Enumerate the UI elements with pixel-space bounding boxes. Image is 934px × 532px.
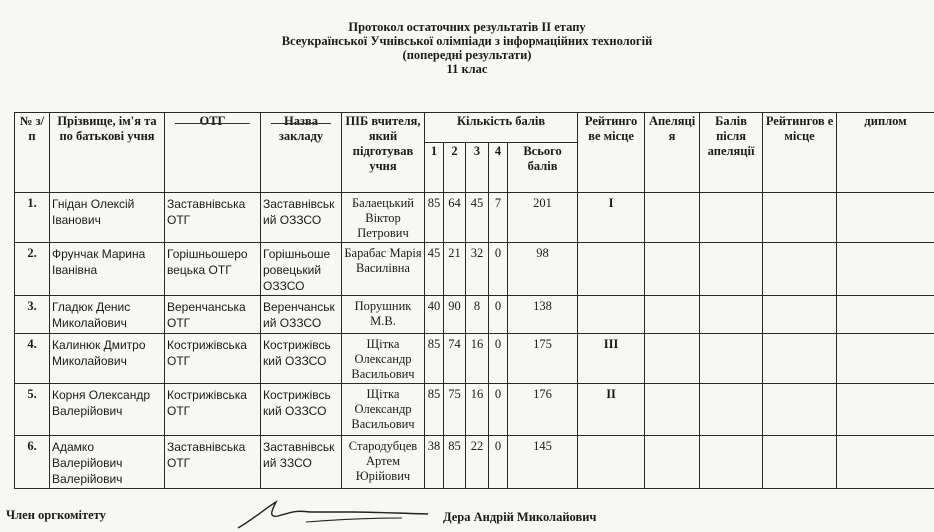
teacher-name: Балаецький Віктор Петрович — [342, 193, 425, 243]
document-title — [0, 20, 934, 76]
col-task-4-header: 4 — [489, 143, 508, 193]
title-line-3: (попередні результати) — [402, 48, 532, 62]
rank-after-appeal-cell — [763, 436, 837, 489]
teacher-name: Щітка Олександр Васильович — [342, 334, 425, 384]
total-score: 98 — [508, 243, 578, 296]
teacher-name: Стародубцев Артем Юрійович — [342, 436, 425, 489]
table-row — [15, 193, 934, 243]
task-1-score: 85 — [425, 334, 444, 384]
title-line-1: Протокол остаточних результатів ІІ етапу — [348, 20, 586, 34]
col-rank-header: Рейтинго ве місце — [578, 113, 645, 193]
student-name: Калинюк Дмитро Миколайович — [50, 334, 165, 384]
row-number: 4. — [15, 334, 50, 384]
table-row — [15, 334, 934, 384]
title-line-2: Всеукраїнської Учнівської олімпіади з інформаційних технологій — [281, 34, 653, 48]
diploma-cell — [837, 243, 934, 296]
rank-place — [578, 296, 645, 334]
task-4-score: 0 — [489, 334, 508, 384]
total-score: 175 — [508, 334, 578, 384]
col-name-header: Прізвище, ім'я та по батькові учня — [50, 113, 165, 193]
rank-after-appeal-cell — [763, 296, 837, 334]
appeal-cell — [645, 436, 700, 489]
rank-place: III — [578, 334, 645, 384]
appeal-cell — [645, 384, 700, 436]
task-3-score: 32 — [466, 243, 489, 296]
task-2-score: 21 — [444, 243, 466, 296]
community-name: Кострижівська ОТГ — [165, 384, 261, 436]
row-number: 5. — [15, 384, 50, 436]
table-row — [15, 436, 934, 489]
teacher-name: Барабас Марія Василівна — [342, 243, 425, 296]
task-4-score: 7 — [489, 193, 508, 243]
col-school-label: Назва закладу — [278, 114, 324, 143]
task-3-score: 45 — [466, 193, 489, 243]
results-table — [14, 112, 934, 489]
col-appeal-header: Апеляці я — [645, 113, 700, 193]
appeal-cell — [645, 243, 700, 296]
col-num-header: № з/п — [15, 113, 50, 193]
total-score: 145 — [508, 436, 578, 489]
community-name: Заставнівська ОТГ — [165, 436, 261, 489]
col-task-2-header: 2 — [444, 143, 466, 193]
task-4-score: 0 — [489, 243, 508, 296]
community-name: Кострижівська ОТГ — [165, 334, 261, 384]
row-number: 6. — [15, 436, 50, 489]
results-body — [15, 193, 934, 489]
diploma-cell — [837, 193, 934, 243]
col-otg-header — [165, 113, 261, 193]
rank-after-appeal-cell — [763, 193, 837, 243]
col-task-3-header: 3 — [466, 143, 489, 193]
student-name: Адамко Валерійович Валерійович — [50, 436, 165, 489]
score-after-appeal-cell — [700, 436, 763, 489]
community-name: Веренчанська ОТГ — [165, 296, 261, 334]
rank-place — [578, 436, 645, 489]
col-teacher-header: ПІБ вчителя, який підготував учня — [342, 113, 425, 193]
diploma-cell — [837, 296, 934, 334]
school-name: Кострижівсь кий ОЗЗСО — [261, 384, 342, 436]
row-number: 2. — [15, 243, 50, 296]
rank-after-appeal-cell — [763, 384, 837, 436]
task-2-score: 85 — [444, 436, 466, 489]
school-name: Заставнівськ ий ОЗЗСО — [261, 193, 342, 243]
table-row — [15, 243, 934, 296]
total-score: 176 — [508, 384, 578, 436]
col-total-header: Всього балів — [508, 143, 578, 193]
total-score: 201 — [508, 193, 578, 243]
row-number: 1. — [15, 193, 50, 243]
student-name: Гладюк Денис Миколайович — [50, 296, 165, 334]
task-1-score: 85 — [425, 193, 444, 243]
committee-member-label: Член оргкомітету — [6, 508, 106, 522]
col-school-header — [261, 113, 342, 193]
task-1-score: 38 — [425, 436, 444, 489]
col-otg-label: ОТГ — [199, 114, 226, 128]
task-2-score: 74 — [444, 334, 466, 384]
task-4-score: 0 — [489, 384, 508, 436]
col-task-1-header: 1 — [425, 143, 444, 193]
task-2-score: 75 — [444, 384, 466, 436]
table-row — [15, 384, 934, 436]
task-1-score: 85 — [425, 384, 444, 436]
score-after-appeal-cell — [700, 193, 763, 243]
score-after-appeal-cell — [700, 334, 763, 384]
task-3-score: 8 — [466, 296, 489, 334]
rank-place: II — [578, 384, 645, 436]
row-number: 3. — [15, 296, 50, 334]
task-3-score: 22 — [466, 436, 489, 489]
rank-after-appeal-cell — [763, 243, 837, 296]
signature — [232, 496, 442, 532]
strike-line — [271, 123, 331, 124]
task-2-score: 64 — [444, 193, 466, 243]
committee-member-name: Дера Андрій Миколайович — [443, 510, 597, 524]
score-after-appeal-cell — [700, 296, 763, 334]
community-name: Заставнівська ОТГ — [165, 193, 261, 243]
rank-place — [578, 243, 645, 296]
title-line-4: 11 клас — [446, 62, 488, 76]
rank-after-appeal-cell — [763, 334, 837, 384]
rank-place: I — [578, 193, 645, 243]
task-3-score: 16 — [466, 384, 489, 436]
teacher-name: Щітка Олександр Васильович — [342, 384, 425, 436]
diploma-cell — [837, 334, 934, 384]
teacher-name: Порушник М.В. — [342, 296, 425, 334]
task-1-score: 40 — [425, 296, 444, 334]
appeal-cell — [645, 334, 700, 384]
task-4-score: 0 — [489, 296, 508, 334]
col-diploma-header: диплом — [837, 113, 934, 193]
score-after-appeal-cell — [700, 243, 763, 296]
total-score: 138 — [508, 296, 578, 334]
school-name: Горішньоше ровецький ОЗЗСО — [261, 243, 342, 296]
task-4-score: 0 — [489, 436, 508, 489]
appeal-cell — [645, 193, 700, 243]
appeal-cell — [645, 296, 700, 334]
task-2-score: 90 — [444, 296, 466, 334]
col-after-appeal-header: Балів після апеляції — [700, 113, 763, 193]
student-name: Гнідан Олексій Іванович — [50, 193, 165, 243]
col-scores-header: Кількість балів — [425, 113, 578, 143]
col-rank-after-header: Рейтингов е місце — [763, 113, 837, 193]
task-1-score: 45 — [425, 243, 444, 296]
table-row — [15, 296, 934, 334]
diploma-cell — [837, 436, 934, 489]
school-name: Веренчанськ ий ОЗЗСО — [261, 296, 342, 334]
diploma-cell — [837, 384, 934, 436]
school-name: Кострижівсь кий ОЗЗСО — [261, 334, 342, 384]
strike-line — [175, 123, 250, 124]
score-after-appeal-cell — [700, 384, 763, 436]
school-name: Заставнівськ ий ЗЗСО — [261, 436, 342, 489]
student-name: Корня Олександр Валерійович — [50, 384, 165, 436]
student-name: Фрунчак Марина Іванівна — [50, 243, 165, 296]
task-3-score: 16 — [466, 334, 489, 384]
community-name: Горішньошеро вецька ОТГ — [165, 243, 261, 296]
